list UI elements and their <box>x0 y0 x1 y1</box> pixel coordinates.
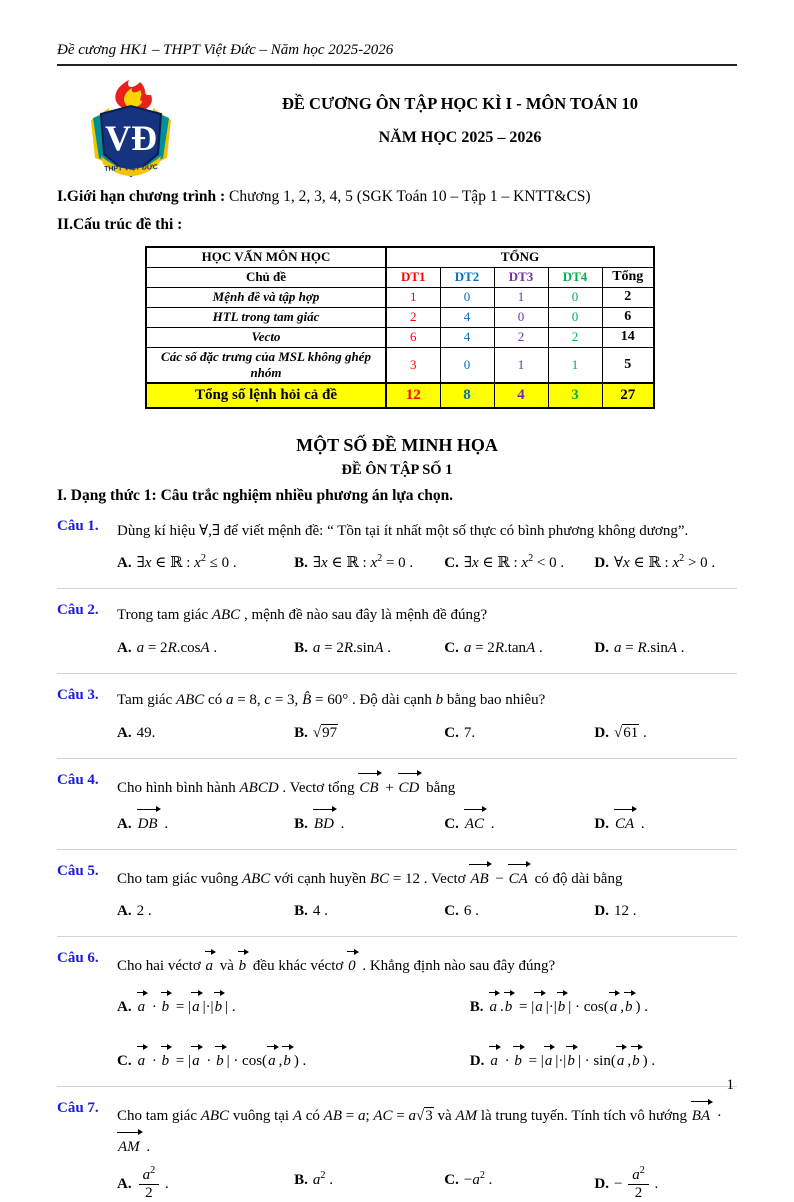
question-6-options <box>117 991 737 1075</box>
option-A: A. ∃x ∈ ℝ : $x^2 \le 0$ . <box>117 550 294 577</box>
running-head-text: Đề cương HK1 – THPT Việt Đức – Năm học 2025-2026 <box>57 42 393 58</box>
table-column-header-row <box>146 267 654 287</box>
option-C: C. ∃x ∈ ℝ : $x^2 < 0$ . <box>444 550 594 577</box>
value-cell: 0 <box>494 307 548 327</box>
topic-cell: Các số đặc trưng của MSL không ghép nhóm <box>146 347 386 383</box>
logo-monogram: VĐ <box>105 118 157 158</box>
option-D: D. √61 . <box>594 720 737 747</box>
document-title: ĐỀ CƯƠNG ÔN TẬP HỌC KÌ I - MÔN TOÁN 10 <box>183 94 737 114</box>
option-D: D. a · b = |a |·|b | · sin(a ,b ) . <box>470 1045 737 1075</box>
question-separator <box>57 1086 737 1087</box>
total-value-cell: 27 <box>602 383 654 408</box>
question-4-options <box>117 808 737 838</box>
topic-cell: Vecto <box>146 327 386 347</box>
document-page <box>0 42 794 1164</box>
practice-exam-subtitle: ĐỀ ÔN TẬP SỐ 1 <box>57 462 737 479</box>
table-row <box>146 307 654 327</box>
option-D: D. − $\frac{a^2}{2}$ . <box>594 1167 737 1202</box>
question-6-text: Cho hai véctơ a và b đều khác véctơ 0 . Khẳng định nào sau đây đúng? <box>117 950 737 981</box>
question-5-options <box>117 898 737 925</box>
question-7-options <box>117 1167 737 1202</box>
option-B: B. a = 2R.sinA . <box>294 635 444 662</box>
topic-cell: Mệnh đề và tập hợp <box>146 287 386 307</box>
header-block <box>57 78 737 184</box>
section-scope-text: Chương 1, 2, 3, 4, 5 (SGK Toán 10 – Tập 1 – KNTT&CS) <box>225 188 590 205</box>
question-3-text: Tam giác ABC có a = 8, c = 3, B̂ = 60° . Độ dài cạnh b bằng bao nhiêu? <box>117 687 737 715</box>
school-logo <box>79 78 183 184</box>
question-separator <box>57 936 737 937</box>
option-A: A. a = 2R.cosA . <box>117 635 294 662</box>
running-head <box>57 42 737 66</box>
question-2-label: Câu 2. <box>57 602 117 662</box>
option-B: B. $a^2$ . <box>294 1167 444 1202</box>
option-C: C. $-a^2$ . <box>444 1167 594 1202</box>
option-D: D. a = R.sinA . <box>594 635 737 662</box>
total-cell: 5 <box>602 347 654 383</box>
column-header-total: Tổng <box>602 267 654 287</box>
total-cell: 2 <box>602 287 654 307</box>
value-cell: 1 <box>494 287 548 307</box>
option-B: B. 4 . <box>294 898 444 925</box>
topic-cell: HTL trong tam giác <box>146 307 386 327</box>
question-4-text: Cho hình bình hành ABCD . Vectơ tổng CB + CD bằng <box>117 772 737 803</box>
option-B: B. a .b = |a |·|b | · cos(a ,b ) . <box>470 991 737 1021</box>
total-value-cell: 3 <box>548 383 602 408</box>
value-cell: 2 <box>386 307 440 327</box>
question-1 <box>57 518 737 578</box>
total-value-cell: 4 <box>494 383 548 408</box>
option-D: D. 12 . <box>594 898 737 925</box>
option-B: B. √97 <box>294 720 444 747</box>
question-4 <box>57 772 737 838</box>
question-6 <box>57 950 737 1075</box>
total-cell: 6 <box>602 307 654 327</box>
question-7-text: Cho tam giác ABC vuông tại A có AB = a; AC = a√3 và AM là trung tuyến. Tính tích vô hướng BA · AM . <box>117 1100 737 1162</box>
option-A: A. DB . <box>117 808 294 838</box>
value-cell: 2 <box>494 327 548 347</box>
question-5-label: Câu 5. <box>57 863 117 926</box>
option-B: B. BD . <box>294 808 444 838</box>
question-1-options <box>117 550 737 577</box>
section-structure <box>57 216 737 234</box>
value-cell: 0 <box>440 287 494 307</box>
option-A: A. $\frac{a^2}{2}$ . <box>117 1167 294 1202</box>
value-cell: 4 <box>440 307 494 327</box>
page-number: 1 <box>727 1077 735 1094</box>
section-structure-label: II.Cấu trúc đề thi : <box>57 216 182 233</box>
value-cell: 4 <box>440 327 494 347</box>
question-4-label: Câu 4. <box>57 772 117 838</box>
exam-structure-table <box>145 246 655 409</box>
option-D: D. CA . <box>594 808 737 838</box>
question-5 <box>57 863 737 926</box>
question-7-label: Câu 7. <box>57 1100 117 1202</box>
total-cell: 14 <box>602 327 654 347</box>
option-C: C. a · b = |a · b | · cos(a ,b ) . <box>117 1045 470 1075</box>
corner-header-cell: HỌC VẤN MÔN HỌC <box>146 247 386 267</box>
question-2-text: Trong tam giác ABC , mệnh đề nào sau đây là mệnh đề đúng? <box>117 602 737 630</box>
question-separator <box>57 588 737 589</box>
part1-heading: I. Dạng thức 1: Câu trắc nghiệm nhiều phương án lựa chọn. <box>57 487 737 505</box>
option-A: A. 2 . <box>117 898 294 925</box>
table-group-header-row <box>146 247 654 267</box>
question-2-options <box>117 635 737 662</box>
title-block <box>183 78 737 147</box>
table-row <box>146 347 654 383</box>
option-A: A. a · b = |a |·|b | . <box>117 991 470 1021</box>
section-scope <box>57 188 737 206</box>
question-separator <box>57 758 737 759</box>
option-A: A. 49. <box>117 720 294 747</box>
question-separator <box>57 673 737 674</box>
value-cell: 1 <box>386 287 440 307</box>
value-cell: 0 <box>440 347 494 383</box>
question-2 <box>57 602 737 662</box>
question-separator <box>57 849 737 850</box>
section-scope-label: I.Giới hạn chương trình : <box>57 188 225 205</box>
question-3 <box>57 687 737 747</box>
school-logo-icon <box>79 78 183 184</box>
value-cell: 0 <box>548 307 602 327</box>
option-D: D. ∀x ∈ ℝ : $x^2 > 0$ . <box>594 550 737 577</box>
question-3-options <box>117 720 737 747</box>
column-header-topic: Chủ đề <box>146 267 386 287</box>
column-header-dt4: DT4 <box>548 267 602 287</box>
total-value-cell: 12 <box>386 383 440 408</box>
table-row <box>146 287 654 307</box>
value-cell: 2 <box>548 327 602 347</box>
group-header-cell: TỔNG <box>386 247 654 267</box>
question-3-label: Câu 3. <box>57 687 117 747</box>
sample-exams-title: MỘT SỐ ĐỀ MINH HỌA <box>57 435 737 456</box>
value-cell: 6 <box>386 327 440 347</box>
value-cell: 1 <box>494 347 548 383</box>
question-5-text: Cho tam giác vuông ABC với cạnh huyền BC = 12 . Vectơ AB − CA có độ dài bằng <box>117 863 737 894</box>
question-1-label: Câu 1. <box>57 518 117 578</box>
table-total-row <box>146 383 654 408</box>
question-1-text: Dùng kí hiệu ∀,∃ để viết mệnh đề: “ Tồn tại ít nhất một số thực có bình phương không dương”. <box>117 518 737 546</box>
value-cell: 1 <box>548 347 602 383</box>
option-C: C. 6 . <box>444 898 594 925</box>
option-C: C. a = 2R.tanA . <box>444 635 594 662</box>
total-value-cell: 8 <box>440 383 494 408</box>
column-header-dt2: DT2 <box>440 267 494 287</box>
school-year-title: NĂM HỌC 2025 – 2026 <box>183 129 737 147</box>
question-6-label: Câu 6. <box>57 950 117 1075</box>
logo-banner-text: THPT VIỆT ĐỨC <box>104 162 158 173</box>
option-C: C. 7. <box>444 720 594 747</box>
option-C: C. AC . <box>444 808 594 838</box>
value-cell: 3 <box>386 347 440 383</box>
total-row-label: Tổng số lệnh hỏi cả đề <box>146 383 386 408</box>
column-header-dt3: DT3 <box>494 267 548 287</box>
column-header-dt1: DT1 <box>386 267 440 287</box>
question-7 <box>57 1100 737 1202</box>
option-B: B. ∃x ∈ ℝ : $x^2 = 0$ . <box>294 550 444 577</box>
table-row <box>146 327 654 347</box>
value-cell: 0 <box>548 287 602 307</box>
